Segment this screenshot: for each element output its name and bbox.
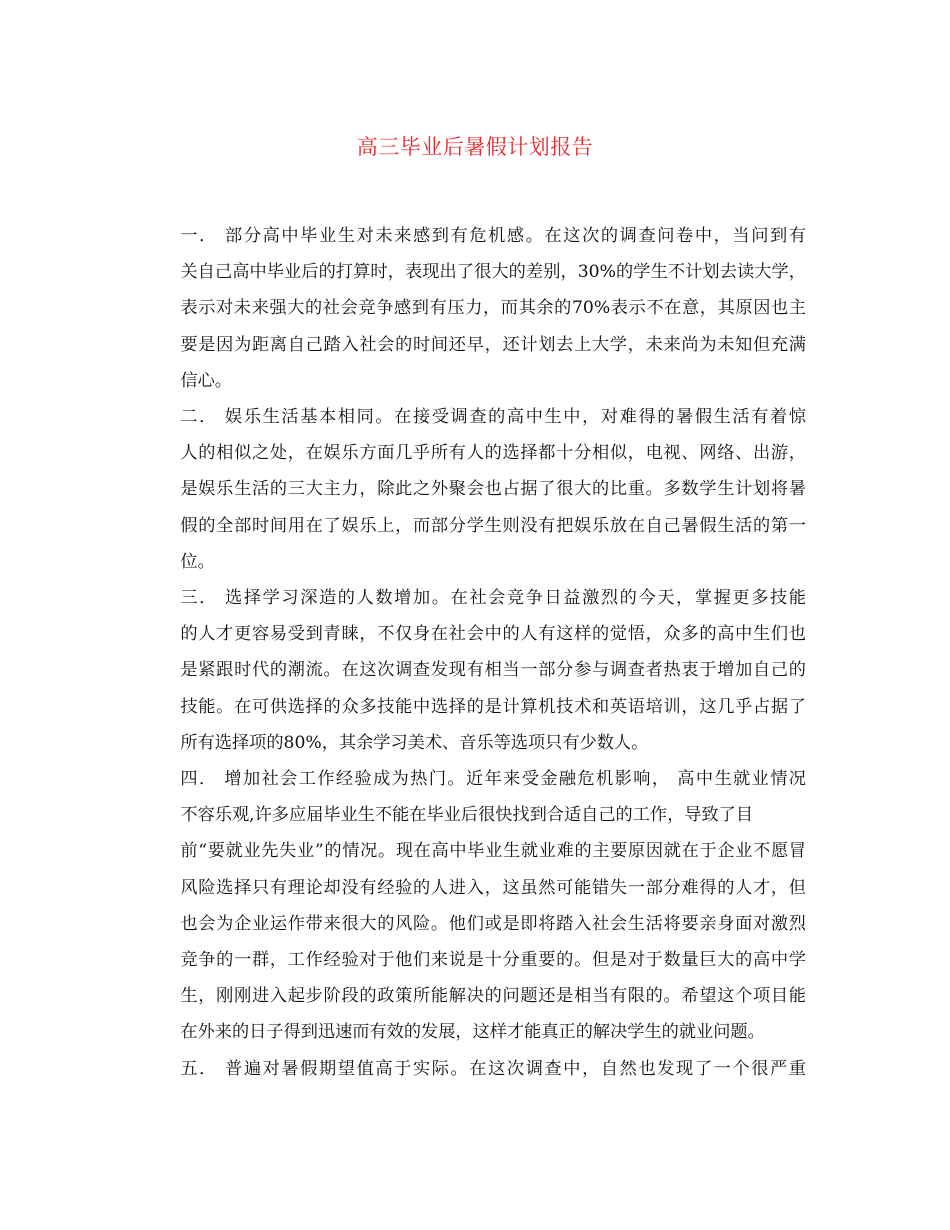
paragraph-line: 二． 娱乐生活基本相同。在接受调查的高中生中，对难得的暑假生活有着惊: [180, 407, 806, 428]
paragraph-line: 所有选择项的80%，其余学习美术、音乐等选项只有少数人。: [180, 732, 649, 753]
paragraph-line: 不容乐观,许多应届毕业生不能在毕业后很快找到合适自己的工作，导致了目: [180, 805, 754, 826]
paragraph-line: 人的相似之处，在娱乐方面几乎所有人的选择都十分相似，电视、网络、出游，: [180, 443, 806, 464]
paragraph-line: 是娱乐生活的三大主力，除此之外聚会也占据了很大的比重。多数学生计划将暑: [180, 479, 806, 500]
paragraph-line: 在外来的日子得到迅速而有效的发展，这样才能真正的解决学生的就业问题。: [180, 1022, 765, 1043]
paragraph-line: 也会为企业运作带来很大的风险。他们或是即将踏入社会生活将要亲身面对激烈: [180, 913, 806, 934]
paragraph-line: 关自己高中毕业后的打算时，表现出了很大的差别，30%的学生不计划去读大学，: [180, 262, 806, 283]
paragraph-4: [146, 761, 806, 1051]
paragraph-line: 信心。: [180, 370, 232, 391]
paragraph-line: 是紧跟时代的潮流。在这次调查发现有相当一部分参与调查者热衷于增加自己的: [180, 660, 806, 681]
paragraph-3: [146, 580, 806, 761]
paragraph-2: [146, 399, 806, 580]
paragraph-line: 四． 增加社会工作经验成为热门。近年来受金融危机影响， 高中生就业情况: [180, 769, 806, 790]
paragraph-1: [146, 218, 806, 399]
paragraph-line: 一． 部分高中毕业生对未来感到有危机感。在这次的调查问卷中，当问到有: [180, 226, 806, 246]
paragraph-line: 三． 选择学习深造的人数增加。在社会竞争日益激烈的今天，掌握更多技能: [180, 588, 806, 609]
paragraph-line: 五． 普遍对暑假期望值高于实际。在这次调查中，自然也发现了一个很严重: [180, 1058, 806, 1079]
paragraph-line: 生，刚刚进入起步阶段的政策所能解决的问题还是相当有限的。希望这个项目能: [180, 986, 806, 1007]
paragraph-line: 的人才更容易受到青睐，不仅身在社会中的人有这样的觉悟，众多的高中生们也: [180, 624, 806, 645]
document-body: [146, 218, 806, 1087]
paragraph-line: 竞争的一群，工作经验对于他们来说是十分重要的。但是对于数量巨大的高中学: [180, 950, 806, 971]
document-title: 高三毕业后暑假计划报告: [356, 135, 594, 159]
paragraph-line: 假的全部时间用在了娱乐上，而部分学生则没有把娱乐放在自己暑假生活的第一: [180, 515, 806, 536]
paragraph-line: 要是因为距离自己踏入社会的时间还早，还计划去上大学，未来尚为未知但充满: [180, 334, 806, 355]
paragraph-5: [146, 1051, 806, 1087]
paragraph-line: 位。: [180, 551, 215, 572]
paragraph-line: 风险选择只有理论却没有经验的人进入，这虽然可能错失一部分难得的人才，但: [180, 877, 806, 898]
paragraph-line: 技能。在可供选择的众多技能中选择的是计算机技术和英语培训，这几乎占据了: [180, 696, 806, 717]
paragraph-line: 前“要就业先失业”的情况。现在高中毕业生就业难的主要原因就在于企业不愿冒: [180, 841, 806, 862]
paragraph-line: 表示对未来强大的社会竞争感到有压力，而其余的70%表示不在意，其原因也主: [180, 298, 806, 319]
